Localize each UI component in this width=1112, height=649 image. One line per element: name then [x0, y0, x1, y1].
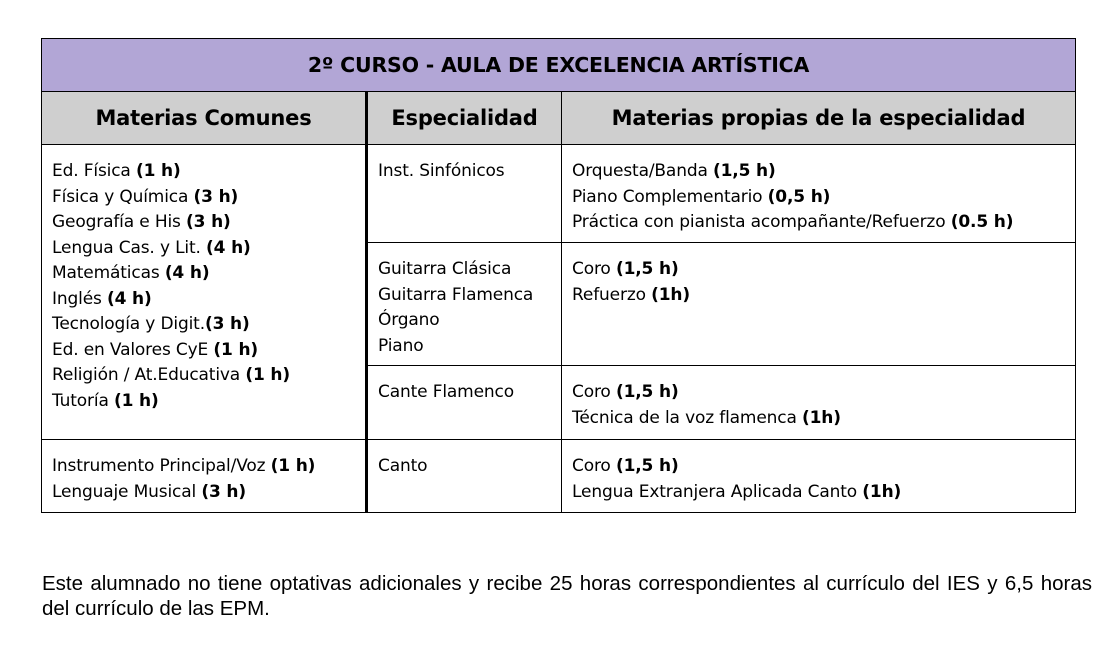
own-subject: Orquesta/Banda (1,5 h): [572, 161, 776, 181]
specialty-name: Piano: [378, 335, 424, 356]
specialty-name: Guitarra Flamenca: [378, 284, 534, 305]
header-common-subjects: Materias Comunes: [42, 92, 367, 145]
specialty-cell: [367, 243, 562, 366]
specialty-name: Órgano: [378, 310, 440, 330]
common-subject: Ed. Física (1 h): [52, 161, 181, 181]
own-subject: Coro (1,5 h): [572, 456, 679, 476]
music-common-subjects-cell: [42, 440, 367, 513]
specialty-cell: [367, 440, 562, 513]
common-subject: Religión / At.Educativa (1 h): [52, 365, 290, 385]
own-subject: Coro (1,5 h): [572, 382, 679, 402]
own-subject: Piano Complementario (0,5 h): [572, 186, 831, 207]
specialty-name: Cante Flamenco: [378, 382, 514, 402]
common-subject: Tutoría (1 h): [52, 390, 159, 411]
own-subjects-cell: [562, 243, 1076, 366]
course-table: [41, 38, 1076, 513]
own-subjects-cell: [562, 145, 1076, 243]
specialty-name: Guitarra Clásica: [378, 259, 512, 279]
own-subject: Refuerzo (1h): [572, 284, 690, 305]
own-subject: Práctica con pianista acompañante/Refuerzo (0.5 h): [572, 212, 1014, 232]
common-subject: Ed. en Valores CyE (1 h): [52, 339, 259, 360]
footnote-paragraph: Este alumnado no tiene optativas adicionales y recibe 25 horas correspondientes al currículo del IES y 6,5 horas del currículo de las EPM.: [42, 571, 1092, 620]
header-specialty: Especialidad: [367, 92, 562, 145]
table-title: 2º CURSO - AULA DE EXCELENCIA ARTÍSTICA: [42, 39, 1076, 92]
specialty-cell: [367, 145, 562, 243]
common-subject: Matemáticas (4 h): [52, 263, 210, 283]
specialty-name: Inst. Sinfónicos: [378, 161, 505, 181]
common-subject: Geografía e His (3 h): [52, 212, 231, 232]
common-subject: Física y Química (3 h): [52, 186, 239, 207]
own-subjects-cell: [562, 366, 1076, 440]
music-common-subject: Lenguaje Musical (3 h): [52, 481, 246, 502]
common-subject: Tecnología y Digit.(3 h): [52, 314, 250, 334]
specialty-name: Canto: [378, 456, 428, 476]
own-subject: Técnica de la voz flamenca (1h): [572, 407, 841, 428]
common-subject: Inglés (4 h): [52, 288, 152, 309]
specialty-cell: [367, 366, 562, 440]
music-common-subject: Instrumento Principal/Voz (1 h): [52, 456, 316, 476]
own-subject: Coro (1,5 h): [572, 259, 679, 279]
own-subject: Lengua Extranjera Aplicada Canto (1h): [572, 481, 902, 502]
common-subject: Lengua Cas. y Lit. (4 h): [52, 237, 251, 258]
header-own-subjects: Materias propias de la especialidad: [562, 92, 1076, 145]
common-subjects-cell: [42, 145, 367, 440]
own-subjects-cell: [562, 440, 1076, 513]
